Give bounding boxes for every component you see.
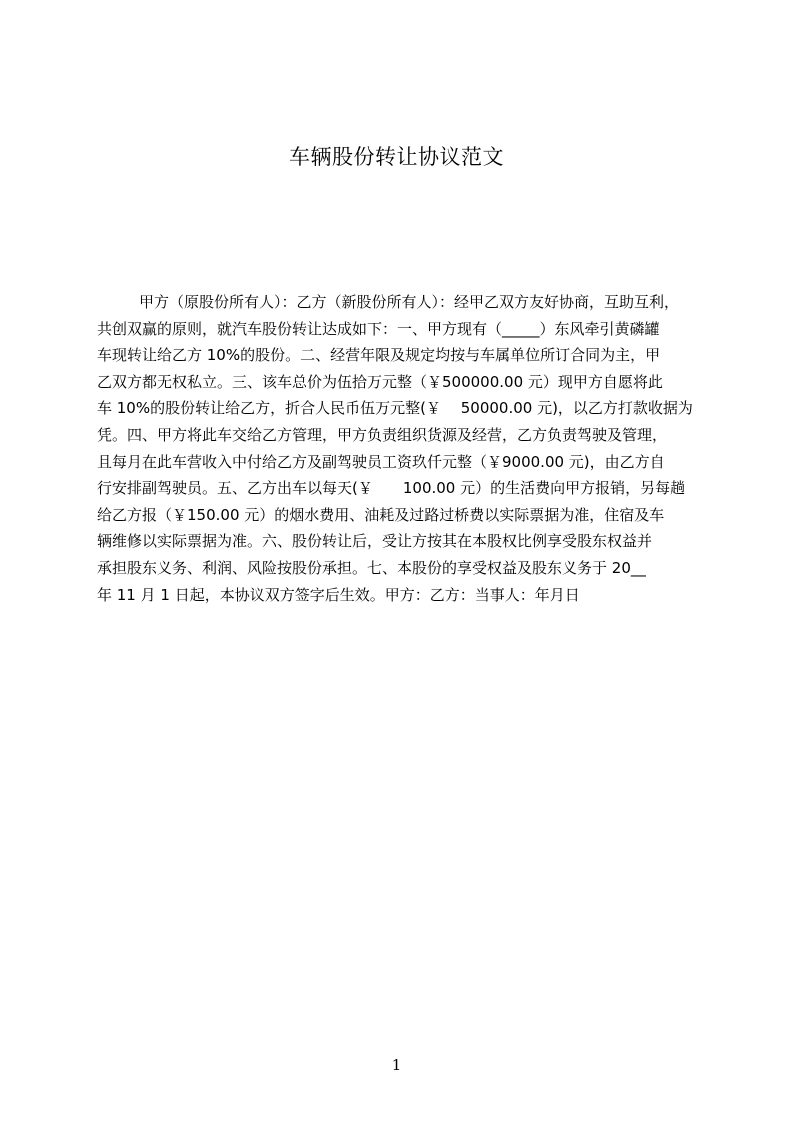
agreement-line-10: 辆维修以实际票据为准。六、股份转让后，受让方按其在本股权比例享受股东权益并 [97,532,653,551]
agreement-line-11: 承担股东义务、利润、风险按股份承担。七、本股份的享受权益及股东义务于 20__ [97,558,646,577]
agreement-line-12: 年 11 月 1 日起，本协议双方签字后生效。甲方：乙方：当事人：年月日 [97,585,580,604]
agreement-line-9: 给乙方报（￥150.00 元）的烟水费用、油耗及过路过桥费以实际票据为准，住宿及车 [97,505,665,524]
agreement-line-6: 凭。四、甲方将此车交给乙方管理，甲方负责组织货源及经营，乙方负责驾驶及管理， [97,425,668,444]
agreement-line-2: 共创双赢的原则，就汽车股份转让达成如下：一、甲方现有（_____）东风牵引黄磷罐 [97,319,660,338]
agreement-body [97,289,707,619]
agreement-line-1: 甲方（原股份所有人）：乙方（新股份所有人）：经甲乙双方友好协商，互助互利， [139,293,680,311]
page-number: 1 [391,1056,402,1074]
agreement-line-3: 车现转让给乙方 10%的股份。二、经营年限及规定均按与车属单位所订合同为主，甲 [97,346,661,365]
agreement-line-4: 乙双方都无权私立。三、该车总价为伍拾万元整（￥500000.00 元）现甲方自愿将此 [97,372,663,391]
agreement-line-7: 且每月在此车营收入中付给乙方及副驾驶员工资玖仟元整（￥9000.00 元)，由乙方自 [97,452,665,471]
agreement-line-8: 行安排副驾驶员。五、乙方出车以每天(￥ 100.00 元）的生活费向甲方报销，另每趟 [97,479,686,498]
document-title: 车辆股份转让协议范文 [289,145,504,169]
agreement-line-5: 车 10%的股份转让给乙方，折合人民币伍万元整(￥ 50000.00 元)，以乙方打款收据为 [97,399,693,418]
